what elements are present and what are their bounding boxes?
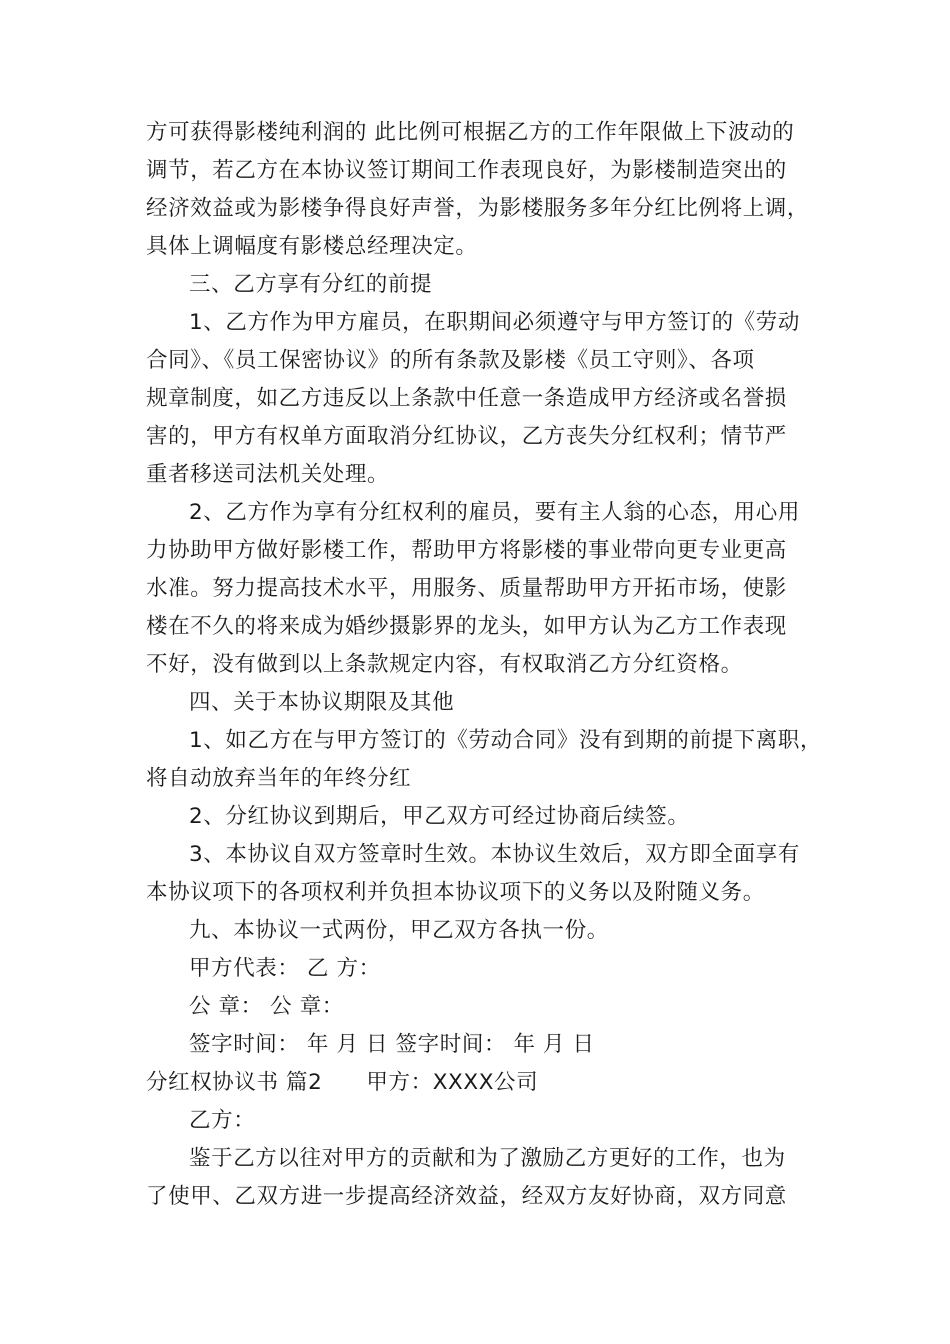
- paragraph-line: 方可获得影楼纯利润的 此比例可根据乙方的工作年限做上下波动的: [146, 120, 795, 145]
- paragraph-line: 不好，没有做到以上条款规定内容，有权取消乙方分红资格。: [146, 652, 743, 677]
- paragraph-line: 九、本协议一式两份，甲乙双方各执一份。: [189, 918, 609, 943]
- paragraph-line: 具体上调幅度有影楼总经理决定。: [146, 234, 478, 259]
- paragraph-line: 3、本协议自双方签章时生效。本协议生效后，双方即全面享有: [189, 842, 800, 867]
- paragraph-line: 2、乙方作为享有分红权利的雇员，要有主人翁的心态，用心用: [189, 500, 800, 525]
- signature-line-seal: 公 章： 公 章：: [189, 994, 344, 1019]
- paragraph-line: 鉴于乙方以往对甲方的贡献和为了激励乙方更好的工作，也为: [189, 1146, 786, 1171]
- paragraph-line: 将自动放弃当年的年终分红: [146, 766, 412, 791]
- party-b-label: 乙方：: [189, 1108, 256, 1133]
- paragraph-line: 1、如乙方在与甲方签订的《劳动合同》没有到期的前提下离职，: [189, 728, 823, 753]
- paragraph-line: 规章制度，如乙方违反以上条款中任意一条造成甲方经济或名誉损: [146, 386, 787, 411]
- paragraph-line: 1、乙方作为甲方雇员，在职期间必须遵守与甲方签订的《劳动: [189, 310, 800, 335]
- section-heading-row: [146, 1068, 826, 1098]
- paragraph-line: 经济效益或为影楼争得良好声誉，为影楼服务多年分红比例将上调，: [146, 196, 810, 221]
- paragraph-line: 力协助甲方做好影楼工作，帮助甲方将影楼的事业带向更专业更高: [146, 538, 787, 563]
- party-a-label: 甲方：XXXX公司: [366, 1070, 539, 1095]
- paragraph-line: 本协议项下的各项权利并负担本协议项下的义务以及附随义务。: [146, 880, 765, 905]
- paragraph-line: 合同》、《员工保密协议》的所有条款及影楼《员工守则》、各项: [146, 348, 755, 373]
- paragraph-line: 调节，若乙方在本协议签订期间工作表现良好，为影楼制造突出的: [146, 158, 787, 183]
- paragraph-line: 了使甲、乙双方进一步提高经济效益，经双方友好协商，双方同意: [146, 1184, 787, 1209]
- paragraph-line: 害的，甲方有权单方面取消分红协议，乙方丧失分红权利；情节严: [146, 424, 787, 449]
- signature-line-representative: 甲方代表： 乙 方：: [189, 956, 381, 981]
- section-heading-3: 三、乙方享有分红的前提: [189, 272, 433, 297]
- paragraph-line: 重者移送司法机关处理。: [146, 462, 390, 487]
- paragraph-line: 2、分红协议到期后，甲乙双方可经过协商后续签。: [189, 804, 690, 829]
- section-heading-4: 四、关于本协议期限及其他: [189, 690, 455, 715]
- signature-line-date: 签字时间： 年 月 日 签字时间： 年 月 日: [189, 1032, 595, 1057]
- paragraph-line: 水准。努力提高技术水平，用服务、质量帮助甲方开拓市场，使影: [146, 576, 787, 601]
- section-heading: 分红权协议书 篇2: [146, 1070, 323, 1095]
- paragraph-line: 楼在不久的将来成为婚纱摄影界的龙头，如甲方认为乙方工作表现: [146, 614, 787, 639]
